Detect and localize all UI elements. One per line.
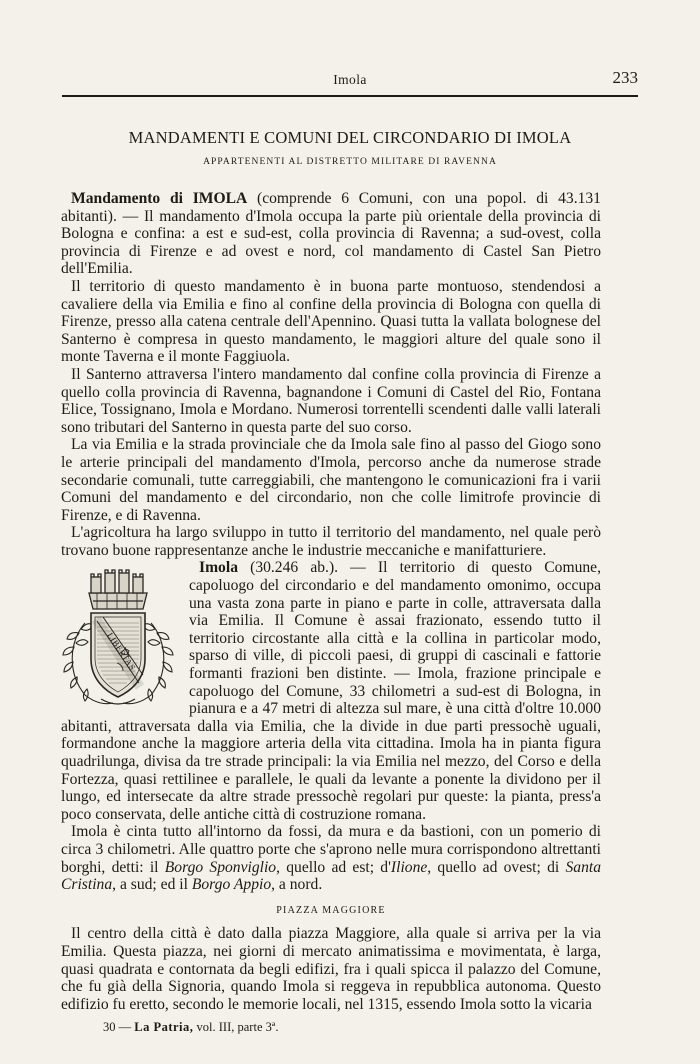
paragraph-text: , quello ad ovest; di (427, 858, 566, 876)
paragraph (61, 823, 601, 893)
running-title: Imola (333, 72, 367, 87)
crest-illustration (55, 563, 181, 713)
coat-of-arms (55, 563, 181, 713)
section-title: MANDAMENTI E COMUNI DEL CIRCONDARIO DI IMOLA (128, 128, 572, 147)
borgo-name: Santa Cristina (61, 858, 601, 894)
subsection-heading: PIAZZA MAGGIORE (276, 904, 386, 916)
paragraph-text: , a sud; ed il (112, 876, 192, 894)
work-title: La Patria, (134, 1020, 194, 1034)
section-subtitle: APPARTENENTI AL DISTRETTO MILITARE DI RAVENNA (203, 157, 497, 167)
shield (91, 613, 145, 697)
page-number: 233 (612, 68, 638, 87)
header-rule (62, 95, 638, 97)
crest-motto: LIBERTAS (105, 630, 138, 673)
body-text (61, 190, 601, 1013)
footer-signature (103, 1020, 278, 1035)
mural-crown (89, 570, 147, 609)
paragraph (61, 190, 601, 278)
mandamento-heading: Mandamento di IMOLA (71, 190, 248, 207)
paragraph-text: Imola è cinta tutto all'intorno da fossi, da mura e da bastioni, con un pomerio di circa 3 chilometri. Alle quattro porte che s'aprono nelle mura corrispondono altrettanti borghi, detti: il (61, 823, 601, 876)
signature-mark: 30 — (103, 1020, 135, 1034)
paragraph-text: (30.246 ab.). — Il territorio di questo Comune, capoluogo del circondario e del mandamento omonimo, occupa una vasta zona parte in piano e parte in colle, attraversata dalla via Emilia. Il Comune è assai frazionato, essendo tutto il territorio circostante alla città e la collina in particolar modo, sparso di ville, di piccoli paesi, di gruppi di cascinali e fattorie formanti frazioni ben distinte. — Imola, frazione principale e capoluogo del Comune, 33 chilometri a sud-est di Bologna, in pianura e a 47 metri di altezza sul mare, è una città d'oltre 10.000 abitanti, attraversata dalla via Emilia, che la divide in due parti pressochè uguali, formandone anche la maggiore arteria della vita cittadina. Imola ha in pianta figura quadrilunga, divisa da tre strade principali: la via Emilia nel mezzo, del Corso e della Fortezza, quasi rettilinee e parallele, le quali da levante a ponente la dividono per il lungo, ed intersecate da altre strade pressochè regolari pur queste: la pianta, press'a poco conservata, delle antiche città di costruzione romana. (61, 559, 601, 823)
paragraph-text: , quello ad est; d' (276, 858, 391, 876)
borgo-name: Ilione (390, 858, 428, 876)
borgo-name: Borgo Sponviglio (164, 858, 277, 876)
borgo-name: Borgo Appio (191, 876, 272, 894)
comune-heading: Imola (199, 559, 238, 577)
paragraph-text: (comprende 6 Comuni, con una popol. di 43.131 abitanti). — Il mandamento d'Imola occupa la parte più orientale della provincia di Bologna e confina: a est e sud-est, colla provincia di Ravenna; a sud-ovest, colla provincia di Firenze e ad ovest e nord, col mandamento di Castel San Pietro dell'Emilia. (61, 190, 601, 278)
volume-info: vol. III, parte 3ª. (193, 1020, 279, 1034)
paragraph: L'agricoltura ha largo sviluppo in tutto il territorio del mandamento, nel quale però trovano buone rappresentanze anche le industrie meccaniche e manifatturiere. (61, 524, 601, 559)
paragraph: La via Emilia e la strada provinciale che da Imola sale fino al passo del Giogo sono le arterie principali del mandamento d'Imola, percorso anche da numerose strade secondarie comunali, tutte carreggiabili, che mantengono le comunicazioni fra i varii Comuni del mandamento e del circondario, non che colle limitrofe provincie di Firenze, e di Ravenna. (61, 436, 601, 524)
paragraph: Il territorio di questo mandamento è in buona parte montuoso, stendendosi a cavaliere della via Emilia e fino al confine della provincia di Bologna con quella di Firenze, presso alla catena centrale dell'Apennino. Quasi tutta la vallata bolognese del Santerno è compresa in questo mandamento, le maggiori alture del quale sono il monte Taverna e il monte Faggiuola. (61, 277, 601, 366)
running-head (62, 68, 638, 90)
paragraph: Il centro della città è dato dalla piazza Maggiore, alla quale si arriva per la via Emilia. Questa piazza, nei giorni di mercato animatissima e movimentata, è larga, quasi quadrata e contornata da begli edifizi, fra i quali spicca il palazzo del Comune, che fu già della Signoria, quando Imola si reggeva in repubblica autonoma. Questo edifizio fu eretto, secondo le memorie locali, nel 1315, essendo Imola sotto la vicaria (61, 925, 601, 1013)
paragraph-text: , a nord. (271, 876, 323, 894)
paragraph: Il Santerno attraversa l'intero mandamento dal confine colla provincia di Firenze a quello colla provincia di Ravenna, bagnandone i Comuni di Castel del Rio, Fontana Elice, Tossignano, Imola e Mordano. Numerosi torrentelli scendenti dalle valli laterali sono tributari del Santerno in questa parte del suo corso. (61, 365, 601, 436)
